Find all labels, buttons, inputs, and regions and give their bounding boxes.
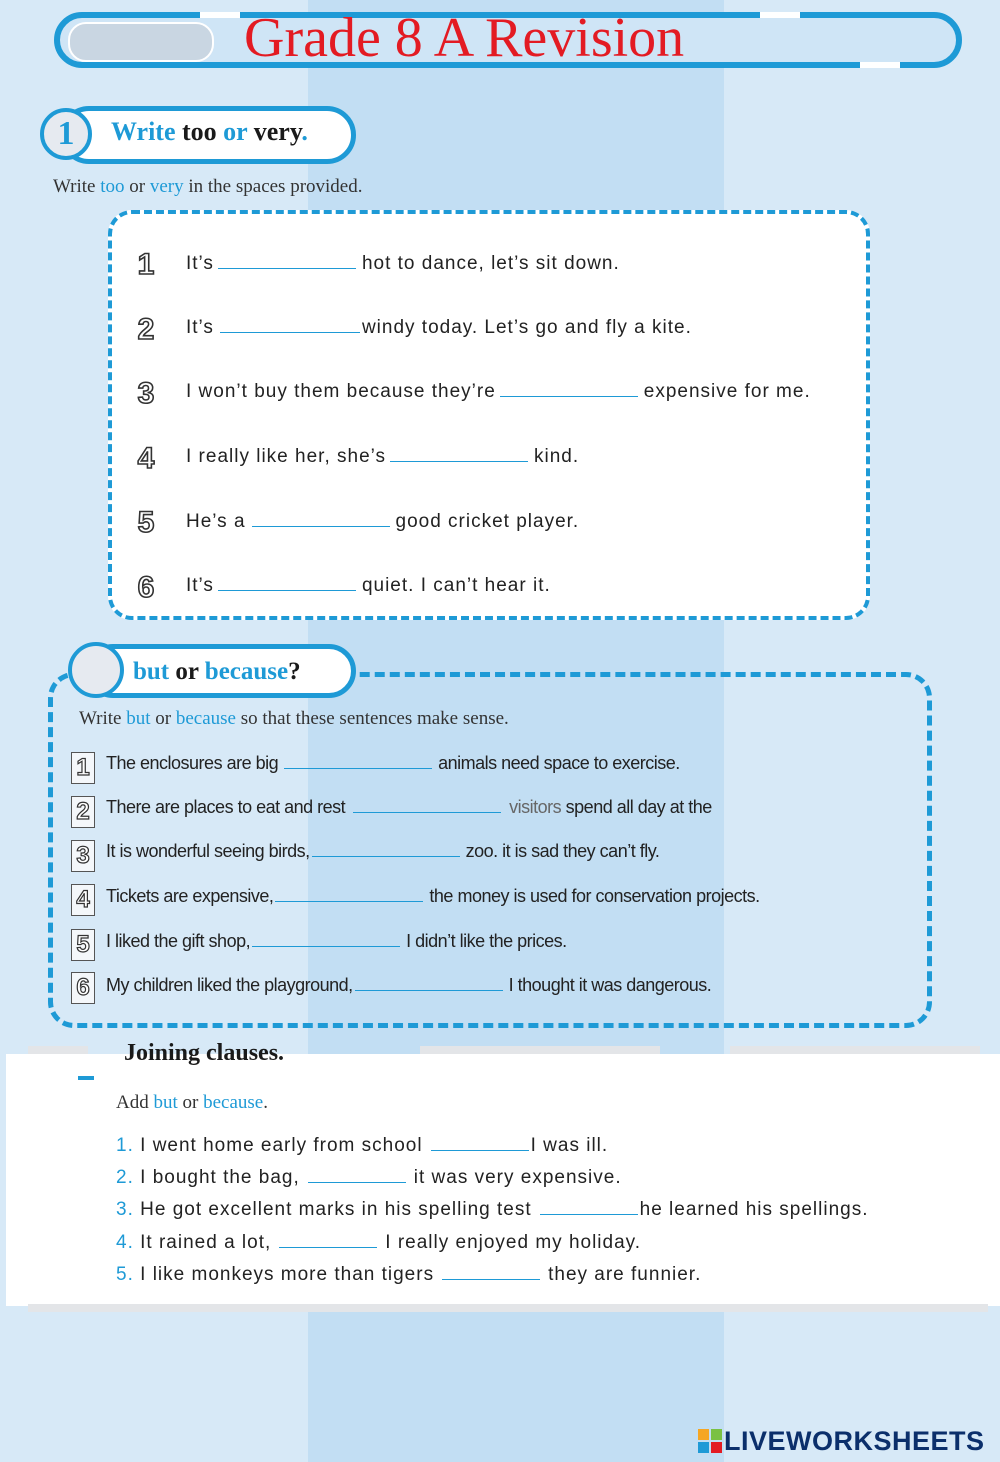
instr-text: Write bbox=[79, 708, 127, 729]
section2-heading bbox=[133, 658, 301, 686]
q-text: good cricket player. bbox=[395, 511, 580, 532]
question-4 bbox=[116, 1229, 641, 1254]
instr-text: so that these sentences make sense. bbox=[236, 708, 509, 729]
instr-text: in the spaces provided. bbox=[183, 176, 363, 197]
liveworksheets-logo-icon bbox=[698, 1429, 722, 1453]
answer-blank[interactable] bbox=[252, 508, 390, 527]
q-text: he learned his spellings. bbox=[639, 1199, 869, 1220]
section1-instruction bbox=[53, 176, 363, 198]
section2-instruction bbox=[79, 708, 509, 730]
answer-blank[interactable] bbox=[390, 443, 528, 462]
answer-blank[interactable] bbox=[218, 250, 356, 269]
instr-word: very bbox=[149, 176, 184, 197]
q-text: I bought the bag, bbox=[140, 1167, 300, 1188]
instr-text: or bbox=[124, 176, 150, 197]
decor-dash bbox=[78, 1076, 94, 1080]
q-text: The enclosures are big bbox=[106, 753, 279, 773]
q-text: the money is used for conservation projects. bbox=[429, 886, 760, 906]
question-number: 5 bbox=[71, 929, 95, 961]
title-pill-decoration bbox=[68, 22, 214, 62]
question-1 bbox=[116, 1132, 608, 1157]
heading-part: . bbox=[301, 117, 308, 146]
instr-word: because bbox=[203, 1092, 264, 1113]
decor-strip bbox=[730, 1046, 980, 1054]
question-2 bbox=[116, 1164, 622, 1189]
question-6 bbox=[106, 972, 711, 996]
q-number: 3. bbox=[116, 1199, 134, 1220]
heading-part: very bbox=[253, 117, 302, 146]
q-text: I liked the gift shop, bbox=[106, 931, 251, 951]
q-text: I won’t buy them because they’re bbox=[186, 381, 496, 402]
question-1 bbox=[106, 750, 680, 774]
answer-blank[interactable] bbox=[220, 314, 360, 333]
question-number: 4 bbox=[137, 442, 155, 475]
q-text: I like monkeys more than tigers bbox=[140, 1264, 435, 1285]
answer-blank[interactable] bbox=[284, 750, 432, 769]
heading-part: ? bbox=[288, 658, 301, 685]
heading-part: but bbox=[133, 658, 170, 685]
answer-blank[interactable] bbox=[308, 1164, 406, 1183]
logo-text: LIVEWORKSHEETS bbox=[724, 1426, 985, 1456]
section2-header bbox=[86, 644, 356, 698]
answer-blank[interactable] bbox=[500, 378, 638, 397]
q-text: He’s a bbox=[186, 511, 246, 532]
q-text: It rained a lot, bbox=[140, 1232, 272, 1253]
q-text: My children liked the playground, bbox=[106, 975, 353, 995]
question-3 bbox=[116, 1196, 869, 1221]
heading-part: or bbox=[169, 658, 205, 685]
answer-blank[interactable] bbox=[279, 1229, 377, 1248]
q-number: 2. bbox=[116, 1167, 134, 1188]
section1-header bbox=[60, 106, 356, 164]
question-6 bbox=[186, 572, 551, 597]
q-number: 4. bbox=[116, 1232, 134, 1253]
heading-part: too bbox=[182, 117, 224, 146]
question-number: 5 bbox=[137, 506, 155, 539]
answer-blank[interactable] bbox=[353, 794, 501, 813]
q-text: I was ill. bbox=[530, 1135, 609, 1156]
q-text: I really enjoyed my holiday. bbox=[385, 1232, 642, 1253]
question-2 bbox=[186, 314, 692, 339]
q-gray-text: visitors bbox=[509, 797, 562, 817]
q-text: windy today. Let’s go and fly a kite. bbox=[361, 317, 692, 338]
banner-dash bbox=[200, 12, 240, 18]
instr-word: but bbox=[153, 1092, 178, 1113]
instr-text: . bbox=[263, 1092, 268, 1113]
question-4 bbox=[186, 443, 579, 468]
decor-strip bbox=[28, 1046, 88, 1054]
answer-blank[interactable] bbox=[355, 972, 503, 991]
q-text: He got excellent marks in his spelling test bbox=[140, 1199, 532, 1220]
decor-strip bbox=[28, 1304, 988, 1312]
answer-blank[interactable] bbox=[431, 1132, 529, 1151]
q-text: It’s bbox=[186, 253, 214, 274]
section2-badge bbox=[68, 642, 124, 698]
q-text: it was very expensive. bbox=[413, 1167, 622, 1188]
heading-part: Write bbox=[111, 117, 182, 146]
question-number: 2 bbox=[71, 796, 95, 828]
q-text: kind. bbox=[534, 446, 580, 467]
q-text: hot to dance, let’s sit down. bbox=[361, 253, 620, 274]
question-number: 1 bbox=[71, 752, 95, 784]
answer-blank[interactable] bbox=[252, 928, 400, 947]
q-number: 5. bbox=[116, 1264, 134, 1285]
q-number: 1. bbox=[116, 1135, 134, 1156]
question-5 bbox=[186, 508, 579, 533]
instr-word: but bbox=[126, 708, 151, 729]
section1-heading bbox=[111, 117, 308, 147]
answer-blank[interactable] bbox=[218, 572, 356, 591]
decor-strip bbox=[420, 1046, 660, 1054]
question-number: 1 bbox=[137, 248, 155, 281]
answer-blank[interactable] bbox=[540, 1196, 638, 1215]
question-4 bbox=[106, 883, 760, 907]
page-title: Grade 8 A Revision bbox=[244, 7, 685, 69]
q-text: I really like her, she’s bbox=[186, 446, 387, 467]
answer-blank[interactable] bbox=[442, 1261, 540, 1280]
q-text: I didn’t like the prices. bbox=[406, 931, 567, 951]
q-text: There are places to eat and rest bbox=[106, 797, 346, 817]
q-text: I thought it was dangerous. bbox=[508, 975, 712, 995]
q-text: Tickets are expensive, bbox=[106, 886, 274, 906]
instr-word: too bbox=[100, 176, 125, 197]
question-number: 6 bbox=[137, 571, 155, 604]
q-text: zoo. it is sad they can’t fly. bbox=[465, 841, 660, 861]
question-2 bbox=[106, 794, 712, 818]
q-text: quiet. I can’t hear it. bbox=[361, 575, 551, 596]
instr-text: or bbox=[150, 708, 176, 729]
instr-word: because bbox=[175, 708, 236, 729]
heading-part: or bbox=[223, 117, 254, 146]
q-text: I went home early from school bbox=[140, 1135, 423, 1156]
q-text: It is wonderful seeing birds, bbox=[106, 841, 310, 861]
q-text: spend all day at the bbox=[561, 797, 712, 817]
question-1 bbox=[186, 250, 620, 275]
section3-heading: Joining clauses. bbox=[124, 1040, 285, 1066]
section3-instruction bbox=[116, 1092, 268, 1114]
question-number: 3 bbox=[71, 840, 95, 872]
question-5 bbox=[116, 1261, 701, 1286]
answer-blank[interactable] bbox=[275, 883, 423, 902]
banner-dash bbox=[860, 62, 900, 68]
q-text: It’s bbox=[186, 317, 214, 338]
instr-text: Write bbox=[53, 176, 101, 197]
section1-number-badge: 1 bbox=[40, 108, 92, 160]
instr-text: Add bbox=[116, 1092, 154, 1113]
instr-text: or bbox=[177, 1092, 204, 1113]
question-number: 6 bbox=[71, 972, 95, 1004]
q-text: It’s bbox=[186, 575, 214, 596]
banner-dash bbox=[760, 12, 800, 18]
answer-blank[interactable] bbox=[312, 838, 460, 857]
question-3 bbox=[106, 838, 659, 862]
q-text: they are funnier. bbox=[548, 1264, 702, 1285]
heading-part: because bbox=[204, 658, 289, 685]
question-number: 2 bbox=[137, 313, 155, 346]
question-number: 4 bbox=[71, 884, 95, 916]
question-3 bbox=[186, 378, 811, 403]
question-number: 3 bbox=[137, 377, 155, 410]
q-text: animals need space to exercise. bbox=[438, 753, 680, 773]
question-5 bbox=[106, 928, 567, 952]
q-text: expensive for me. bbox=[643, 381, 811, 402]
